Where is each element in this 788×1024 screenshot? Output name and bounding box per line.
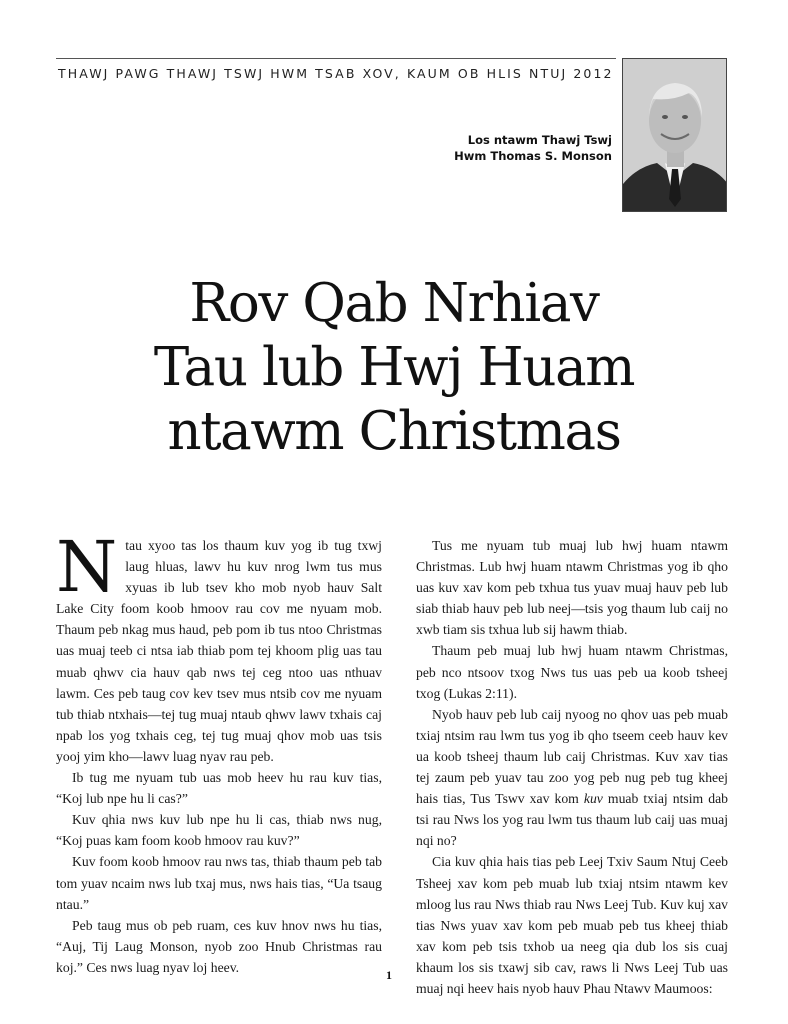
byline-line-1: Los ntawm Thawj Tswj bbox=[467, 133, 612, 147]
title-line-3: ntawm Christmas bbox=[167, 401, 621, 462]
paragraph bbox=[416, 704, 728, 852]
title-line-2: Tau lub Hwj Huam bbox=[153, 337, 635, 398]
title-line-1: Rov Qab Nrhiav bbox=[189, 273, 599, 334]
byline-line-2: Hwm Thomas S. Monson bbox=[454, 149, 612, 163]
page-number: 1 bbox=[386, 968, 392, 982]
body-column-right bbox=[416, 535, 728, 999]
paragraph: Ib tug me nyuam tub uas mob heev hu rau kuv tias, “Koj lub npe hu li cas?” bbox=[56, 770, 382, 807]
paragraph: Kuv foom koob hmoov rau nws tas, thiab thaum peb tab tom yuav ncaim nws lub txaj mus, nws hais tias, “Ua tsaug ntau.” bbox=[56, 854, 382, 912]
portrait-image bbox=[623, 59, 727, 212]
paragraph-text: muab txiaj ntsim dab tsi rau Nws los yog rau lwm tus thaum lub caij uas muaj nqi no? bbox=[416, 791, 728, 849]
drop-cap: N bbox=[56, 526, 118, 608]
article-title bbox=[60, 272, 728, 464]
body-column-left bbox=[56, 526, 382, 978]
author-portrait bbox=[622, 58, 727, 212]
paragraph: Cia kuv qhia hais tias peb Leej Txiv Saum Ntuj Ceeb Tsheej xav kom peb muab lub txiaj ntsim ntawm kev mloog lus rau Nws thiab rau Nws Leej Tub. Kuv kuj xav tias Nws yuav xav kom peb muab peb tus kheej thiab xav kom peb tsis txhob ua neeg qia dub los sis cuaj khaum los sis txawj sib cav, raws li Nws Leej Tub uas muaj nqi heev hais nyob hauv Phau Ntawv Maumoos: bbox=[416, 854, 728, 996]
paragraph: Kuv qhia nws kuv lub npe hu li cas, thiab nws nug, “Koj puas kam foom koob hmoov rau kuv?” bbox=[56, 812, 382, 849]
author-byline bbox=[454, 132, 612, 164]
paragraph: Thaum peb muaj lub hwj huam ntawm Christmas, peb nco ntsoov txog Nws tus uas peb ua koob tsheej txog (Lukas 2:11). bbox=[416, 643, 728, 701]
paragraph: Tus me nyuam tub muaj lub hwj huam ntawm Christmas. Lub hwj huam ntawm Christmas yog ib qho uas kuv xav kom peb txhua tus yuav muaj hauv peb lub siab thiab hauv peb lub neej—tsis yog thaum lub caij no xwb tiam sis txhua lub sij hawm thiab. bbox=[416, 538, 728, 638]
emphasis: kuv bbox=[583, 791, 603, 807]
running-head: THAWJ PAWG THAWJ TSWJ HWM TSAB XOV, KAUM OB HLIS NTUJ 2012 bbox=[58, 66, 614, 81]
paragraph-text: Nyob hauv peb lub caij nyoog no qhov uas peb muab txiaj ntsim rau lwm tus yog ib qho tseem ceeb hauv kev ua koob tsheej thaum lub caij Christmas. Kuv xav tias tej zaum peb yuav tau zoo yog peb nug peb tug kheej hais tias, Tus Tswv xav kom bbox=[416, 706, 728, 807]
paragraph bbox=[56, 526, 382, 767]
top-rule bbox=[56, 58, 616, 59]
paragraph-text: tau xyoo tas los thaum kuv yog ib tug txwj laug hluas, lawv hu kuv nrog lwm tus mus xyuas ib lub tsev kho mob nyob hauv Salt Lake City foom koob hmoov rau cov me nyuam mob. Thaum peb nkag mus haud, peb pom ib tus ntoo Christmas uas muaj teeb ci ntsa iab thiab pom tej khoom plig uas tau muab qhwv cia hauv qab nws tej ceg ntoo uas nthuav lawm. Ces peb taug cov kev tsev mus ntsib cov me nyuam tub thiab ntxhais—tej tug muaj ntaub qhwv lawv txhais caj npab los yog txhais ceg, tej tug muaj qhov mob uas tsis yooj yim kho—lawv luag nyav rau peb. bbox=[56, 538, 382, 764]
paragraph: Peb taug mus ob peb ruam, ces kuv hnov nws hu tias, “Auj, Tij Laug Monson, nyob zoo Hnub Christmas rau koj.” Ces nws luag nyav loj heev. bbox=[56, 917, 382, 975]
